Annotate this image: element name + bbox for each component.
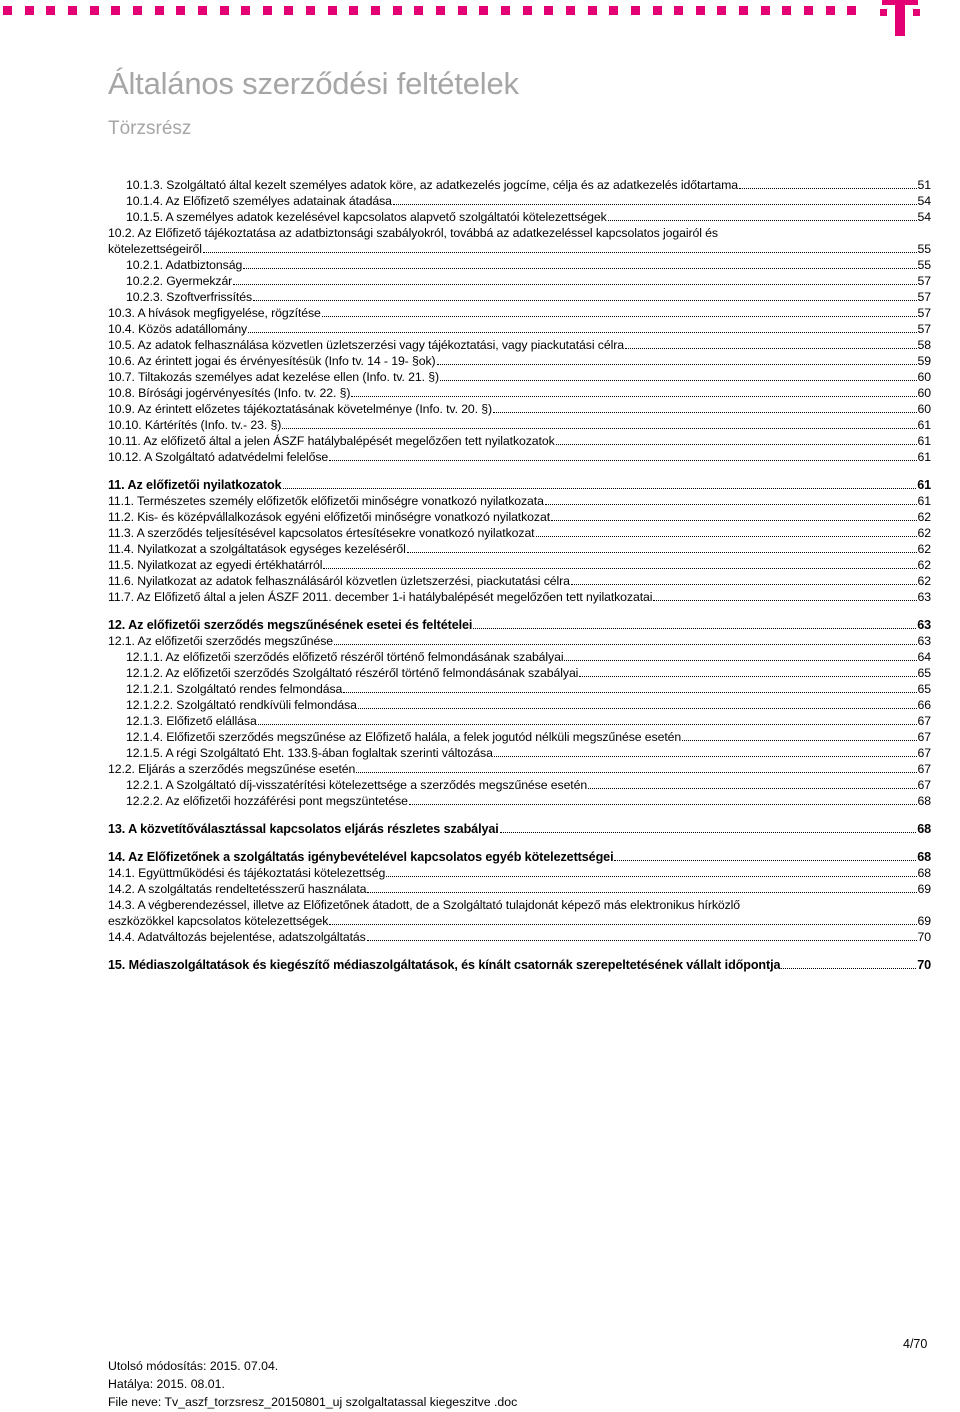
toc-page-number: 59 <box>917 354 931 368</box>
toc-entry[interactable] <box>108 433 931 449</box>
dot-leader <box>203 252 917 253</box>
brand-dot <box>349 6 358 15</box>
dot-leader <box>588 788 916 789</box>
brand-dot <box>653 6 662 15</box>
toc-entry-title: 14. Az Előfizetőnek a szolgáltatás igénybevételével kapcsolatos egyéb kötelezettségei <box>108 850 614 864</box>
toc-entry[interactable] <box>108 633 931 649</box>
toc-entry[interactable] <box>108 557 931 573</box>
toc-page-number: 67 <box>917 746 931 760</box>
brand-dot <box>220 6 229 15</box>
toc-page-number: 58 <box>917 338 931 352</box>
dot-leader <box>367 940 917 941</box>
toc-page-number: 62 <box>917 526 931 540</box>
dot-leader <box>579 676 916 677</box>
toc-entry-title: 10.6. Az érintett jogai és érvényesítésük (Info tv. 14 - 19- §ok) <box>108 354 436 368</box>
brand-dot <box>804 6 813 15</box>
toc-entry-title: 11.7. Az Előfizető által a jelen ÁSZF 2011. december 1-i hatálybalépését megelőzően tett nyilatkozatai <box>108 590 653 604</box>
toc-entry-title: 12.1.4. Előfizetői szerződés megszűnése az Előfizető halála, a felek jogutód nélküli megszűnése esetén <box>126 730 682 744</box>
dot-leader <box>473 628 916 629</box>
toc-entry-title: 10.7. Tiltakozás személyes adat kezelése ellen (Info. tv. 21. §) <box>108 370 440 384</box>
dot-leader <box>283 488 917 489</box>
dot-leader <box>253 300 917 301</box>
dot-leader <box>258 724 917 725</box>
toc-entry-title: 10.11. Az előfizető által a jelen ÁSZF hatálybalépését megelőzően tett nyilatkozatok <box>108 434 555 448</box>
toc-entry-title: 14.3. A végberendezéssel, illetve az Előfizetőnek átadott, de a Szolgáltató tulajdonát képező más elektronikus hírközlő <box>108 898 741 912</box>
dot-leader <box>407 552 917 553</box>
toc-entry[interactable] <box>108 525 931 541</box>
dot-leader <box>781 968 916 969</box>
brand-dot <box>328 6 337 15</box>
toc-page-number: 62 <box>917 542 931 556</box>
toc-page-number: 67 <box>917 730 931 744</box>
brand-dot <box>782 6 791 15</box>
toc-entry[interactable] <box>108 305 931 321</box>
toc-entry-title: 14.1. Együttműködési és tájékoztatási kötelezettség <box>108 866 386 880</box>
toc-entry[interactable] <box>108 449 931 465</box>
toc-entry[interactable] <box>108 493 931 509</box>
toc-entry[interactable] <box>108 697 931 713</box>
toc-page-number: 67 <box>917 778 931 792</box>
toc-entry-title-continued: eszközökkel kapcsolatos kötelezettségek <box>108 914 329 928</box>
toc-page-number: 55 <box>917 258 931 272</box>
brand-dot <box>436 6 445 15</box>
dot-leader <box>329 924 916 925</box>
toc-entry-title: 15. Médiaszolgáltatások és kiegészítő médiaszolgáltatások, és kínált csatornák szerepeltetésének vállalt időpontja <box>108 958 781 972</box>
toc-entry[interactable] <box>108 225 931 257</box>
toc-page-number: 67 <box>917 762 931 776</box>
brand-dot <box>46 6 55 15</box>
toc-entry-title: 14.4. Adatváltozás bejelentése, adatszolgáltatás <box>108 930 366 944</box>
toc-entry-title: 10.2.2. Gyermekzár <box>126 274 233 288</box>
brand-dot <box>371 6 380 15</box>
toc-page-number: 65 <box>917 666 931 680</box>
brand-dot <box>717 6 726 15</box>
brand-dot <box>263 6 272 15</box>
toc-page-number: 63 <box>917 634 931 648</box>
toc-entry[interactable] <box>108 321 931 337</box>
dot-leader <box>322 316 917 317</box>
telekom-t-logo-icon <box>880 0 920 36</box>
dot-leader <box>739 188 917 189</box>
dot-leader <box>536 536 917 537</box>
dot-leader <box>243 268 916 269</box>
brand-dot <box>458 6 467 15</box>
toc-entry-title: 11.2. Kis- és középvállalkozások egyéni előfizetői minőségre vonatkozó nyilatkozat <box>108 510 551 524</box>
dot-leader <box>367 892 916 893</box>
toc-entry[interactable] <box>108 777 931 793</box>
toc-page-number: 54 <box>917 210 931 224</box>
toc-entry[interactable] <box>108 849 931 865</box>
dot-leader <box>248 332 916 333</box>
brand-dot <box>68 6 77 15</box>
toc-page-number: 57 <box>917 306 931 320</box>
toc-entry[interactable] <box>108 509 931 525</box>
toc-entry-title: 10.9. Az érintett előzetes tájékoztatásának követelménye (Info. tv. 20. §) <box>108 402 493 416</box>
brand-dot <box>393 6 402 15</box>
brand-dot <box>90 6 99 15</box>
toc-entry[interactable] <box>108 401 931 417</box>
brand-dot <box>761 6 770 15</box>
toc-page-number: 70 <box>917 958 931 972</box>
dot-leader <box>386 876 916 877</box>
toc-page-number: 69 <box>917 914 931 928</box>
dot-leader <box>564 660 916 661</box>
dot-leader <box>571 584 917 585</box>
toc-entry-title: 12.1.3. Előfizető elállása <box>126 714 257 728</box>
brand-dot <box>544 6 553 15</box>
toc-entry[interactable] <box>108 209 931 225</box>
toc-page-number: 60 <box>917 370 931 384</box>
brand-dot <box>609 6 618 15</box>
toc-entry[interactable] <box>108 337 931 353</box>
toc-entry-title: 10.2.3. Szoftverfrissítés <box>126 290 252 304</box>
brand-dot <box>523 6 532 15</box>
toc-entry-title: 10.1.3. Szolgáltató által kezelt személyes adatok köre, az adatkezelés jogcíme, célja és az adatkezelés időtartama <box>126 178 738 192</box>
toc-entry[interactable] <box>108 713 931 729</box>
dot-leader <box>358 708 917 709</box>
dot-leader <box>233 284 916 285</box>
toc-page-number: 60 <box>917 386 931 400</box>
footer-filename: File neve: Tv_aszf_torzsresz_20150801_uj szolgaltatassal kiegeszitve .doc <box>108 1395 518 1409</box>
toc-entry-title: 10.1.4. Az Előfizető személyes adatainak átadása <box>126 194 392 208</box>
toc-page-number: 69 <box>917 882 931 896</box>
brand-dot <box>25 6 34 15</box>
brand-dot <box>176 6 185 15</box>
toc-entry-title: 12.2. Eljárás a szerződés megszűnése esetén <box>108 762 356 776</box>
toc-page-number: 54 <box>917 194 931 208</box>
toc-page-number: 61 <box>917 478 931 492</box>
dot-leader <box>493 412 916 413</box>
document-title: Általános szerződési feltételek <box>108 66 519 101</box>
toc-entry[interactable] <box>108 865 931 881</box>
brand-dot <box>3 6 12 15</box>
toc-page-number: 63 <box>917 618 931 632</box>
toc-page-number: 60 <box>917 402 931 416</box>
toc-entry-title: 10.3. A hívások megfigyelése, rögzítése <box>108 306 321 320</box>
toc-entry-title: 11.3. A szerződés teljesítésével kapcsolatos értesítésekre vonatkozó nyilatkozat <box>108 526 535 540</box>
dot-leader <box>608 220 917 221</box>
toc-entry[interactable] <box>108 745 931 761</box>
toc-entry[interactable] <box>108 417 931 433</box>
toc-entry[interactable] <box>108 353 931 369</box>
toc-page-number: 64 <box>917 650 931 664</box>
dot-leader <box>551 520 916 521</box>
brand-dot <box>133 6 142 15</box>
toc-entry-title: 10.8. Bírósági jogérvényesítés (Info. tv. 22. §) <box>108 386 351 400</box>
footer-modified: Utolsó módosítás: 2015. 07.04. <box>108 1359 279 1373</box>
dot-leader <box>323 568 916 569</box>
toc-entry[interactable] <box>108 477 931 493</box>
toc-entry-title: 12.1.5. A régi Szolgáltató Eht. 133.§-ában foglaltak szerinti változása <box>126 746 493 760</box>
toc-entry[interactable] <box>108 541 931 557</box>
dot-leader <box>440 380 916 381</box>
brand-dot <box>501 6 510 15</box>
dot-leader <box>409 804 917 805</box>
brand-dot <box>588 6 597 15</box>
toc-page-number: 67 <box>917 714 931 728</box>
toc-page-number: 55 <box>917 242 931 256</box>
brand-dot <box>155 6 164 15</box>
toc-entry-title: 11.1. Természetes személy előfizetők előfizetői minőségre vonatkozó nyilatkozata <box>108 494 544 508</box>
toc-entry-title: 10.12. A Szolgáltató adatvédelmi felelőse <box>108 450 329 464</box>
dot-leader <box>682 740 916 741</box>
toc-entry[interactable] <box>108 761 931 777</box>
brand-dot <box>306 6 315 15</box>
toc-entry[interactable] <box>108 177 931 193</box>
toc-entry-title: 12.1.2. Az előfizetői szerződés Szolgáltató részéről történő felmondásának szabályai <box>126 666 579 680</box>
toc-entry[interactable] <box>108 273 931 289</box>
brand-dot <box>696 6 705 15</box>
brand-dot-bar <box>0 6 880 16</box>
brand-dot <box>674 6 683 15</box>
toc-page-number: 51 <box>917 178 931 192</box>
toc-page-number: 61 <box>917 434 931 448</box>
toc-entry-title: 12.1.2.2. Szolgáltató rendkívüli felmondása <box>126 698 357 712</box>
toc-entry[interactable] <box>108 369 931 385</box>
brand-dot <box>284 6 293 15</box>
toc-page-number: 65 <box>917 682 931 696</box>
toc-page-number: 62 <box>917 510 931 524</box>
brand-dot <box>198 6 207 15</box>
toc-entry-title: 12.1.1. Az előfizetői szerződés előfizető részéről történő felmondásának szabályai <box>126 650 564 664</box>
toc-entry-title: 11.6. Nyilatkozat az adatok felhasználásáról közvetlen üzletszerzési, piackutatási célra <box>108 574 570 588</box>
toc-entry-title: 13. A közvetítőválasztással kapcsolatos eljárás részletes szabályai <box>108 822 499 836</box>
toc-page-number: 68 <box>917 794 931 808</box>
dot-leader <box>356 772 916 773</box>
brand-dot <box>631 6 640 15</box>
toc-entry-title: 14.2. A szolgáltatás rendeltetésszerű használata <box>108 882 367 896</box>
toc-entry[interactable] <box>108 573 931 589</box>
toc-entry-title: 11.4. Nyilatkozat a szolgáltatások egységes kezeléséről <box>108 542 406 556</box>
dot-leader <box>545 504 917 505</box>
brand-dot <box>414 6 423 15</box>
dot-leader <box>282 428 916 429</box>
toc-entry[interactable] <box>108 589 931 605</box>
toc-entry[interactable] <box>108 729 931 745</box>
toc-entry-title: 11.5. Nyilatkozat az egyedi értékhatárról <box>108 558 323 572</box>
toc-entry[interactable] <box>108 957 931 973</box>
brand-dot <box>111 6 120 15</box>
toc-page-number: 68 <box>917 850 931 864</box>
dot-leader <box>653 600 916 601</box>
toc-entry[interactable] <box>108 257 931 273</box>
toc-entry-title: 10.2.1. Adatbiztonság <box>126 258 243 272</box>
dot-leader <box>351 396 916 397</box>
dot-leader <box>393 204 917 205</box>
toc-page-number: 57 <box>917 274 931 288</box>
toc-entry-title: 12.1. Az előfizetői szerződés megszűnése <box>108 634 333 648</box>
toc-entry[interactable] <box>108 681 931 697</box>
dot-leader <box>334 644 917 645</box>
toc-page-number: 57 <box>917 322 931 336</box>
toc-entry-title: 11. Az előfizetői nyilatkozatok <box>108 478 282 492</box>
brand-dot <box>479 6 488 15</box>
dot-leader <box>437 364 917 365</box>
brand-dot <box>847 6 856 15</box>
toc-entry[interactable] <box>108 665 931 681</box>
toc-entry[interactable] <box>108 385 931 401</box>
toc-entry-title: 10.1.5. A személyes adatok kezelésével kapcsolatos alapvető szolgáltatói kötelezettségek <box>126 210 607 224</box>
dot-leader <box>329 460 916 461</box>
toc-page-number: 57 <box>917 290 931 304</box>
table-of-contents <box>108 177 931 973</box>
toc-entry[interactable] <box>108 821 931 837</box>
toc-entry-title: 10.4. Közös adatállomány <box>108 322 248 336</box>
toc-page-number: 68 <box>917 866 931 880</box>
toc-page-number: 63 <box>917 590 931 604</box>
brand-dot <box>566 6 575 15</box>
toc-page-number: 70 <box>917 930 931 944</box>
toc-page-number: 62 <box>917 574 931 588</box>
toc-page-number: 61 <box>917 494 931 508</box>
brand-dot <box>826 6 835 15</box>
toc-page-number: 68 <box>917 822 931 836</box>
brand-dot <box>241 6 250 15</box>
toc-entry-title: 12.1.2.1. Szolgáltató rendes felmondása <box>126 682 343 696</box>
brand-dot <box>739 6 748 15</box>
dot-leader <box>500 832 916 833</box>
dot-leader <box>614 860 916 861</box>
toc-entry[interactable] <box>108 793 931 809</box>
toc-entry-title-continued: kötelezettségeiről <box>108 242 202 256</box>
dot-leader <box>625 348 917 349</box>
toc-entry[interactable] <box>108 897 931 929</box>
toc-entry[interactable] <box>108 929 931 945</box>
toc-entry-title: 10.5. Az adatok felhasználása közvetlen üzletszerzési vagy tájékoztatási, vagy piackutatási célra <box>108 338 624 352</box>
toc-page-number: 61 <box>917 450 931 464</box>
toc-entry-title: 10.10. Kártérítés (Info. tv.- 23. §) <box>108 418 282 432</box>
toc-entry[interactable] <box>108 617 931 633</box>
toc-entry-title: 10.2. Az Előfizető tájékoztatása az adatbiztonsági szabályokról, továbbá az adatkezeléssel kapcsolatos jogairól és <box>108 226 718 240</box>
toc-entry[interactable] <box>108 289 931 305</box>
dot-leader <box>343 692 916 693</box>
toc-entry[interactable] <box>108 881 931 897</box>
toc-entry-title: 12.2.1. A Szolgáltató díj-visszatérítési kötelezettsége a szerződés megszűnése esetén <box>126 778 588 792</box>
toc-page-number: 61 <box>917 418 931 432</box>
toc-entry-title: 12.2.2. Az előfizetői hozzáférési pont megszüntetése <box>126 794 408 808</box>
toc-page-number: 66 <box>917 698 931 712</box>
footer-effective: Hatálya: 2015. 08.01. <box>108 1377 225 1391</box>
toc-entry[interactable] <box>108 649 931 665</box>
dot-leader <box>556 444 917 445</box>
dot-leader <box>494 756 917 757</box>
document-subtitle: Törzsrész <box>108 118 192 139</box>
toc-entry[interactable] <box>108 193 931 209</box>
page-number: 4/70 <box>903 1337 928 1351</box>
toc-page-number: 62 <box>917 558 931 572</box>
toc-entry-title: 12. Az előfizetői szerződés megszűnésének esetei és feltételei <box>108 618 473 632</box>
